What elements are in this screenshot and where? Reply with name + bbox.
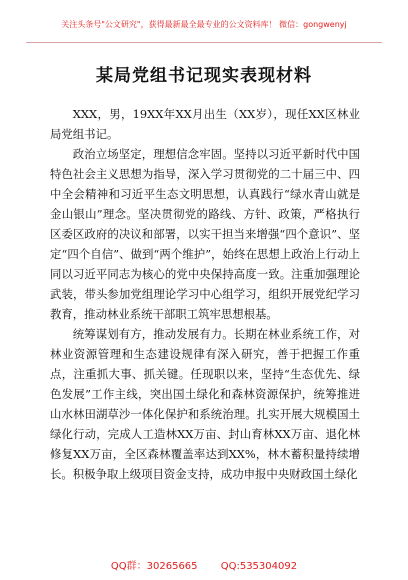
footer-contact [0, 557, 408, 572]
paragraph-planning-development: 统筹谋划有方，推动发展有力。长期在林业系统工作，对林业资源管理和生态建设规律有深入研究，善于把握工作重点，注重抓大事、抓关键。任现职以来，坚持“生态优先、绿色发展”工作主线，突出国土绿化和森林资源保护，统筹推进山水林田湖草沙一体化保护和系统治理。扎实开展大规模国土绿化行动，完成人工造林XX万亩、封山育林XX万亩、退化林修复XX万亩，全区森林覆盖率达到XX%，林木蓄积量持续增长。积极争取上级项目资金支持，成功申报中央财政国土绿化 [50, 327, 360, 481]
header-divider [26, 42, 382, 43]
header-promo-note: 关注头条号"公文研究"，获得最新最全最专业的公文资料库！ 微信：gongwenyj [61, 20, 347, 29]
footer-qq-group: QQ群：30265665 [110, 561, 198, 572]
paragraph-political-stance: 政治立场坚定，理想信念牢固。坚持以习近平新时代中国特色社会主义思想为指导，深入学习贯彻党的二十届三中、四中全会精神和习近平生态文明思想，认真践行“绿水青山就是金山银山”理念。坚决贯彻党的路线、方针、政策，严格执行区委区政府的决议和部署，以实干担当来增强“四个意识”、坚定“四个自信”、做到“两个维护”，始终在思想上政治上行动上同以习近平同志为核心的党中央保持高度一致。注重加强理论武装，带头参加党组理论学习中心组学习，组织开展党纪学习教育，推动林业系统干部职工筑牢思想根基。 [50, 147, 360, 321]
document-title: 某局党组书记现实表现材料 [96, 66, 312, 86]
document-body [50, 104, 360, 484]
footer-qq: QQ:535304092 [220, 561, 298, 572]
paragraph-intro: XXX，男，19XX年XX月出生（XX岁），现任XX区林业局党组书记。 [50, 107, 360, 141]
